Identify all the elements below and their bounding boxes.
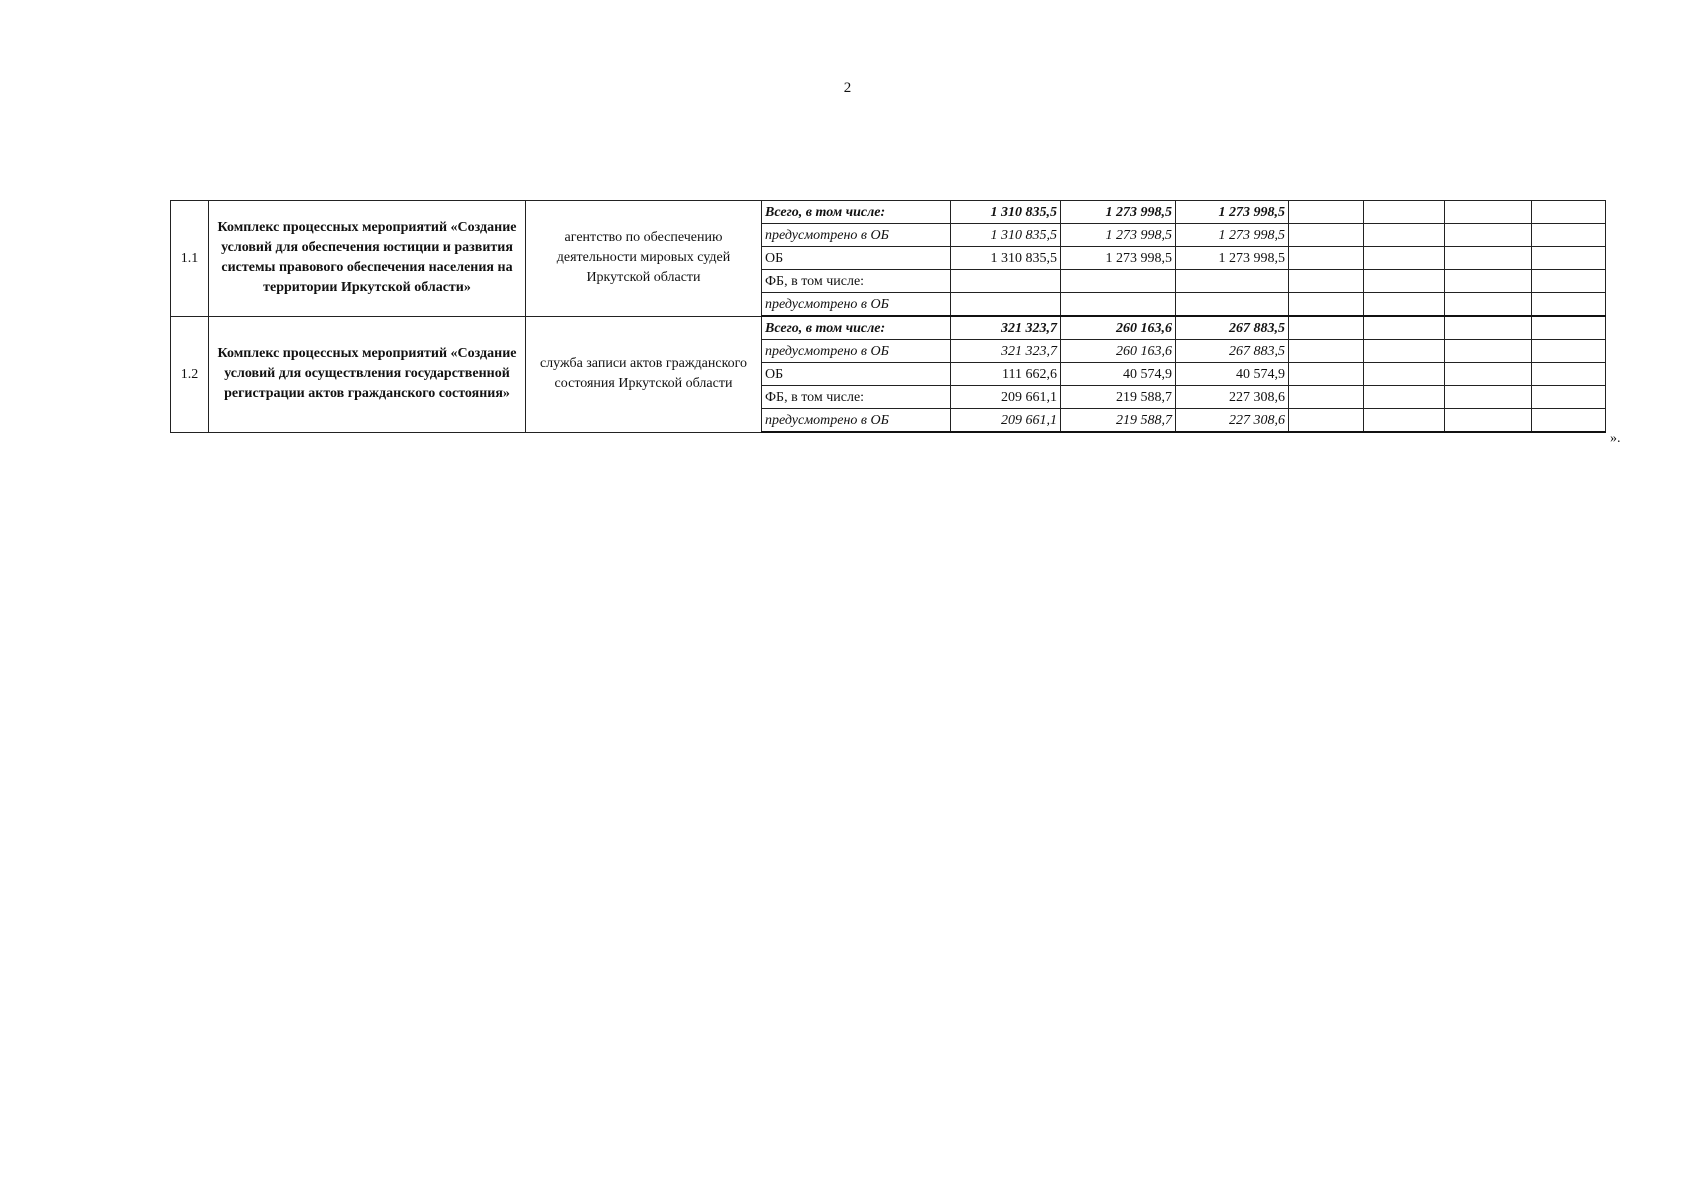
empty-cell (1364, 293, 1445, 317)
value-cell: 1 273 998,5 (1176, 224, 1289, 247)
empty-cell (1364, 270, 1445, 293)
funding-source: предусмотрено в ОБ (762, 293, 951, 317)
funding-source: Всего, в том числе: (762, 201, 951, 224)
value-cell (1176, 270, 1289, 293)
closing-quote-mark: ». (1610, 431, 1621, 446)
empty-cell (1532, 201, 1606, 224)
value-cell: 1 273 998,5 (1176, 201, 1289, 224)
value-cell: 219 588,7 (1061, 409, 1176, 433)
value-cell: 1 273 998,5 (1061, 224, 1176, 247)
empty-cell (1364, 340, 1445, 363)
value-cell: 267 883,5 (1176, 340, 1289, 363)
executor-name: агентство по обеспечению деятельности мировых судей Иркутской области (526, 201, 762, 317)
empty-cell (1532, 316, 1606, 340)
funding-source: предусмотрено в ОБ (762, 409, 951, 433)
table-row (171, 201, 1606, 224)
empty-cell (1532, 293, 1606, 317)
value-cell: 209 661,1 (951, 386, 1061, 409)
funding-source: предусмотрено в ОБ (762, 340, 951, 363)
empty-cell (1289, 201, 1364, 224)
empty-cell (1289, 247, 1364, 270)
empty-cell (1364, 363, 1445, 386)
empty-cell (1532, 363, 1606, 386)
empty-cell (1532, 340, 1606, 363)
empty-cell (1445, 363, 1532, 386)
value-cell (1061, 270, 1176, 293)
value-cell: 1 310 835,5 (951, 224, 1061, 247)
empty-cell (1532, 270, 1606, 293)
value-cell: 1 310 835,5 (951, 201, 1061, 224)
value-cell (951, 293, 1061, 317)
empty-cell (1445, 201, 1532, 224)
executor-name: служба записи актов гражданского состояния Иркутской области (526, 316, 762, 432)
empty-cell (1445, 224, 1532, 247)
value-cell: 227 308,6 (1176, 386, 1289, 409)
empty-cell (1445, 270, 1532, 293)
value-cell (1061, 293, 1176, 317)
value-cell: 40 574,9 (1176, 363, 1289, 386)
empty-cell (1445, 409, 1532, 433)
empty-cell (1445, 340, 1532, 363)
empty-cell (1445, 247, 1532, 270)
value-cell (1176, 293, 1289, 317)
empty-cell (1364, 247, 1445, 270)
empty-cell (1289, 386, 1364, 409)
value-cell: 40 574,9 (1061, 363, 1176, 386)
activity-title: Комплекс процессных мероприятий «Создание условий для осуществления государственной регистрации актов гражданского состояния» (209, 316, 526, 432)
activity-title: Комплекс процессных мероприятий «Создание условий для обеспечения юстиции и развития системы правового обеспечения населения на территории Иркутской области» (209, 201, 526, 317)
empty-cell (1289, 340, 1364, 363)
value-cell: 1 310 835,5 (951, 247, 1061, 270)
value-cell: 1 273 998,5 (1061, 247, 1176, 270)
funding-source: ОБ (762, 247, 951, 270)
empty-cell (1364, 201, 1445, 224)
budget-table (170, 200, 1606, 433)
row-number: 1.2 (171, 316, 209, 432)
empty-cell (1289, 316, 1364, 340)
value-cell: 267 883,5 (1176, 316, 1289, 340)
value-cell: 1 273 998,5 (1061, 201, 1176, 224)
table-row (171, 316, 1606, 340)
value-cell: 209 661,1 (951, 409, 1061, 433)
funding-source: Всего, в том числе: (762, 316, 951, 340)
empty-cell (1364, 224, 1445, 247)
empty-cell (1532, 247, 1606, 270)
value-cell: 321 323,7 (951, 340, 1061, 363)
empty-cell (1445, 386, 1532, 409)
empty-cell (1364, 316, 1445, 340)
value-cell: 260 163,6 (1061, 316, 1176, 340)
empty-cell (1364, 386, 1445, 409)
row-number: 1.1 (171, 201, 209, 317)
empty-cell (1532, 224, 1606, 247)
empty-cell (1445, 293, 1532, 317)
empty-cell (1445, 316, 1532, 340)
empty-cell (1289, 293, 1364, 317)
value-cell: 1 273 998,5 (1176, 247, 1289, 270)
empty-cell (1289, 363, 1364, 386)
empty-cell (1289, 224, 1364, 247)
funding-source: предусмотрено в ОБ (762, 224, 951, 247)
value-cell: 260 163,6 (1061, 340, 1176, 363)
value-cell (951, 270, 1061, 293)
funding-source: ФБ, в том числе: (762, 270, 951, 293)
value-cell: 219 588,7 (1061, 386, 1176, 409)
empty-cell (1289, 409, 1364, 433)
empty-cell (1532, 386, 1606, 409)
value-cell: 227 308,6 (1176, 409, 1289, 433)
funding-source: ОБ (762, 363, 951, 386)
empty-cell (1532, 409, 1606, 433)
funding-source: ФБ, в том числе: (762, 386, 951, 409)
empty-cell (1289, 270, 1364, 293)
page-number: 2 (843, 80, 852, 96)
value-cell: 321 323,7 (951, 316, 1061, 340)
value-cell: 111 662,6 (951, 363, 1061, 386)
empty-cell (1364, 409, 1445, 433)
